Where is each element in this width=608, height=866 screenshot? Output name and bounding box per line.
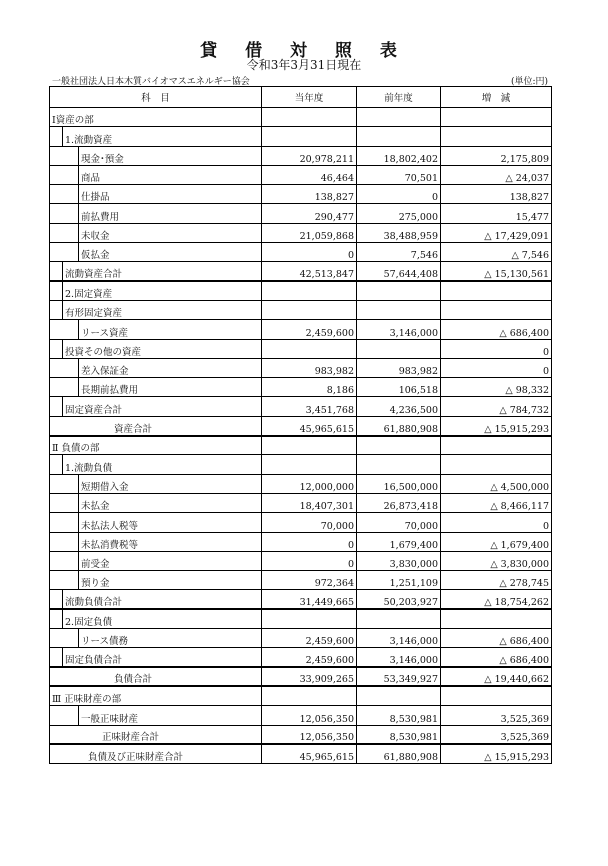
previous-year-cell: 1,251,109: [357, 571, 441, 590]
balance-sheet-table: [49, 86, 552, 764]
table-row: [50, 378, 552, 397]
current-year-cell: 31,449,665: [262, 590, 357, 609]
change-cell: △ 24,037: [441, 165, 552, 184]
change-cell: [441, 300, 552, 319]
current-year-cell: 42,513,847: [262, 262, 357, 281]
previous-year-cell: 50,203,927: [357, 590, 441, 609]
row-label-cell: [50, 706, 262, 725]
current-year-cell: [262, 339, 357, 358]
table-row: [50, 243, 552, 262]
table-row: [50, 146, 552, 165]
current-year-cell: 3,451,768: [262, 397, 357, 416]
change-cell: [441, 436, 552, 455]
change-cell: △ 7,546: [441, 243, 552, 262]
table-row: [50, 108, 552, 127]
previous-year-cell: [357, 339, 441, 358]
table-row: [50, 300, 552, 319]
row-label-cell: [50, 648, 262, 667]
change-cell: △ 19,440,662: [441, 667, 552, 686]
change-cell: △ 17,429,091: [441, 223, 552, 242]
current-year-cell: 2,459,600: [262, 648, 357, 667]
current-year-cell: 33,909,265: [262, 667, 357, 686]
previous-year-cell: 7,546: [357, 243, 441, 262]
row-label: 固定資産合計: [65, 404, 123, 416]
previous-year-cell: 70,000: [357, 513, 441, 532]
table-row: [50, 127, 552, 146]
row-label: 資産合計: [114, 423, 153, 435]
change-cell: 138,827: [441, 185, 552, 204]
table-row: [50, 204, 552, 223]
table-row: [50, 397, 552, 416]
row-label: 商品: [81, 173, 101, 185]
current-year-cell: 46,464: [262, 165, 357, 184]
row-label: 前払費用: [81, 211, 120, 223]
current-year-cell: 2,459,600: [262, 629, 357, 648]
table-row: [50, 571, 552, 590]
row-label-cell: [50, 416, 262, 435]
row-label-cell: [50, 513, 262, 532]
previous-year-cell: [357, 127, 441, 146]
row-label: リース資産: [81, 327, 129, 339]
previous-year-cell: [357, 686, 441, 705]
row-label-cell: [50, 667, 262, 686]
previous-year-cell: 61,880,908: [357, 744, 441, 763]
row-label-cell: [50, 127, 262, 146]
change-cell: △ 686,400: [441, 648, 552, 667]
previous-year-cell: 275,000: [357, 204, 441, 223]
change-cell: △ 4,500,000: [441, 474, 552, 493]
previous-year-cell: 18,802,402: [357, 146, 441, 165]
change-cell: [441, 281, 552, 300]
previous-year-cell: 8,530,981: [357, 725, 441, 744]
row-label-cell: [50, 108, 262, 127]
row-label: 正味財産合計: [102, 732, 160, 744]
column-header-current: 当年度: [262, 87, 357, 108]
previous-year-cell: 3,146,000: [357, 629, 441, 648]
table-row: [50, 262, 552, 281]
row-label-cell: [50, 378, 262, 397]
table-header-row: [50, 87, 552, 108]
row-label-cell: [50, 300, 262, 319]
row-label-cell: [50, 629, 262, 648]
previous-year-cell: 4,236,500: [357, 397, 441, 416]
table-row: [50, 474, 552, 493]
change-cell: 0: [441, 339, 552, 358]
current-year-cell: [262, 108, 357, 127]
row-label: 流動資産合計: [65, 269, 123, 281]
current-year-cell: 0: [262, 532, 357, 551]
change-cell: 3,525,369: [441, 725, 552, 744]
row-label-cell: [50, 165, 262, 184]
row-label: 1.流動資産: [65, 134, 113, 146]
table-row: [50, 513, 552, 532]
table-row: [50, 281, 552, 300]
table-row: [50, 590, 552, 609]
previous-year-cell: [357, 436, 441, 455]
previous-year-cell: 3,146,000: [357, 648, 441, 667]
previous-year-cell: [357, 609, 441, 628]
previous-year-cell: 106,518: [357, 378, 441, 397]
row-label-cell: [50, 725, 262, 744]
change-cell: △ 98,332: [441, 378, 552, 397]
change-cell: △ 3,830,000: [441, 551, 552, 570]
change-cell: 2,175,809: [441, 146, 552, 165]
row-label-cell: [50, 474, 262, 493]
current-year-cell: 983,982: [262, 358, 357, 377]
previous-year-cell: [357, 300, 441, 319]
table-row: [50, 551, 552, 570]
current-year-cell: [262, 281, 357, 300]
row-label: 預り金: [81, 578, 110, 590]
row-label-cell: [50, 204, 262, 223]
organization-name: 一般社団法人日本木質バイオマスエネルギー協会: [52, 77, 250, 87]
change-cell: 3,525,369: [441, 706, 552, 725]
row-label: 長期前払費用: [81, 385, 139, 397]
row-label: リース債務: [81, 636, 129, 648]
row-label-cell: [50, 455, 262, 474]
table-row: [50, 339, 552, 358]
row-label-cell: [50, 281, 262, 300]
change-cell: [441, 127, 552, 146]
row-label-cell: [50, 146, 262, 165]
previous-year-cell: 3,830,000: [357, 551, 441, 570]
current-year-cell: 972,364: [262, 571, 357, 590]
row-label: 負債及び正味財産合計: [88, 752, 184, 764]
row-label: 一般正味財産: [81, 713, 139, 725]
previous-year-cell: [357, 455, 441, 474]
current-year-cell: 8,186: [262, 378, 357, 397]
table-row: [50, 436, 552, 455]
table-row: [50, 667, 552, 686]
unit-label: (単位:円): [510, 77, 548, 87]
change-cell: △ 15,130,561: [441, 262, 552, 281]
current-year-cell: 290,477: [262, 204, 357, 223]
table-row: [50, 358, 552, 377]
change-cell: [441, 609, 552, 628]
change-cell: △ 1,679,400: [441, 532, 552, 551]
row-label: 有形固定資産: [65, 308, 123, 320]
current-year-cell: 45,965,615: [262, 744, 357, 763]
current-year-cell: 2,459,600: [262, 320, 357, 339]
row-label-cell: [50, 339, 262, 358]
change-cell: △ 15,915,293: [441, 744, 552, 763]
current-year-cell: 12,000,000: [262, 474, 357, 493]
table-row: [50, 455, 552, 474]
row-label: 固定負債合計: [65, 655, 123, 667]
current-year-cell: 12,056,350: [262, 706, 357, 725]
row-label-cell: [50, 551, 262, 570]
current-year-cell: 138,827: [262, 185, 357, 204]
previous-year-cell: 16,500,000: [357, 474, 441, 493]
table-row: [50, 532, 552, 551]
table-row: [50, 416, 552, 435]
column-header-previous: 前年度: [357, 87, 441, 108]
current-year-cell: 12,056,350: [262, 725, 357, 744]
current-year-cell: 70,000: [262, 513, 357, 532]
column-header-change: 増 減: [441, 87, 552, 108]
row-label: 投資その他の資産: [65, 346, 142, 358]
change-cell: 0: [441, 358, 552, 377]
row-label-cell: [50, 358, 262, 377]
row-label: 流動負債合計: [65, 597, 123, 609]
row-label-cell: [50, 571, 262, 590]
row-label: 現金･預金: [81, 153, 124, 165]
previous-year-cell: 57,644,408: [357, 262, 441, 281]
table-row: [50, 609, 552, 628]
current-year-cell: [262, 127, 357, 146]
table-row: [50, 320, 552, 339]
current-year-cell: 18,407,301: [262, 493, 357, 512]
row-label-cell: [50, 609, 262, 628]
row-label-cell: [50, 397, 262, 416]
previous-year-cell: 38,488,959: [357, 223, 441, 242]
current-year-cell: 20,978,211: [262, 146, 357, 165]
change-cell: 0: [441, 513, 552, 532]
row-label-cell: [50, 243, 262, 262]
change-cell: △ 8,466,117: [441, 493, 552, 512]
previous-year-cell: 1,679,400: [357, 532, 441, 551]
current-year-cell: 0: [262, 551, 357, 570]
row-label-cell: [50, 223, 262, 242]
table-row: [50, 493, 552, 512]
document-title: 貸 借 対 照 表: [200, 41, 408, 61]
change-cell: △ 784,732: [441, 397, 552, 416]
change-cell: [441, 455, 552, 474]
column-header-item: 科 目: [50, 87, 262, 108]
row-label: Ⅰ資産の部: [52, 115, 94, 127]
row-label-cell: [50, 532, 262, 551]
table-row: [50, 686, 552, 705]
row-label-cell: [50, 262, 262, 281]
change-cell: △ 15,915,293: [441, 416, 552, 435]
change-cell: 15,477: [441, 204, 552, 223]
table-row: [50, 744, 552, 763]
previous-year-cell: 3,146,000: [357, 320, 441, 339]
row-label: 2.固定資産: [65, 288, 113, 300]
table-row: [50, 648, 552, 667]
row-label: 仕掛品: [81, 192, 110, 204]
table-row: [50, 725, 552, 744]
table-row: [50, 185, 552, 204]
previous-year-cell: 70,501: [357, 165, 441, 184]
previous-year-cell: 0: [357, 185, 441, 204]
current-year-cell: [262, 300, 357, 319]
change-cell: △ 686,400: [441, 320, 552, 339]
row-label: 差入保証金: [81, 366, 129, 378]
change-cell: [441, 686, 552, 705]
previous-year-cell: [357, 281, 441, 300]
row-label: 1.流動負債: [65, 462, 113, 474]
row-label: 未払法人税等: [81, 520, 139, 532]
table-row: [50, 223, 552, 242]
previous-year-cell: 26,873,418: [357, 493, 441, 512]
current-year-cell: 45,965,615: [262, 416, 357, 435]
previous-year-cell: [357, 108, 441, 127]
previous-year-cell: 53,349,927: [357, 667, 441, 686]
table-row: [50, 629, 552, 648]
table-row: [50, 165, 552, 184]
row-label: 2.固定負債: [65, 617, 113, 629]
current-year-cell: 21,059,868: [262, 223, 357, 242]
row-label: 短期借入金: [81, 481, 129, 493]
row-label-cell: [50, 436, 262, 455]
row-label: 負債合計: [114, 674, 153, 686]
current-year-cell: 0: [262, 243, 357, 262]
row-label-cell: [50, 320, 262, 339]
previous-year-cell: 61,880,908: [357, 416, 441, 435]
row-label-cell: [50, 744, 262, 763]
current-year-cell: [262, 436, 357, 455]
previous-year-cell: 983,982: [357, 358, 441, 377]
row-label-cell: [50, 686, 262, 705]
change-cell: △ 686,400: [441, 629, 552, 648]
change-cell: [441, 108, 552, 127]
row-label: 未収金: [81, 231, 110, 243]
current-year-cell: [262, 455, 357, 474]
document-date: 令和3年3月31日現在: [246, 58, 362, 72]
change-cell: △ 278,745: [441, 571, 552, 590]
row-label-cell: [50, 185, 262, 204]
table-row: [50, 706, 552, 725]
row-label-cell: [50, 590, 262, 609]
previous-year-cell: 8,530,981: [357, 706, 441, 725]
row-label: Ⅲ 正味財産の部: [52, 694, 122, 706]
row-label-cell: [50, 493, 262, 512]
change-cell: △ 18,754,262: [441, 590, 552, 609]
row-label: 前受金: [81, 559, 110, 571]
row-label: 仮払金: [81, 250, 110, 262]
current-year-cell: [262, 686, 357, 705]
row-label: 未払金: [81, 501, 110, 513]
current-year-cell: [262, 609, 357, 628]
row-label: Ⅱ 負債の部: [52, 443, 100, 455]
row-label: 未払消費税等: [81, 539, 139, 551]
